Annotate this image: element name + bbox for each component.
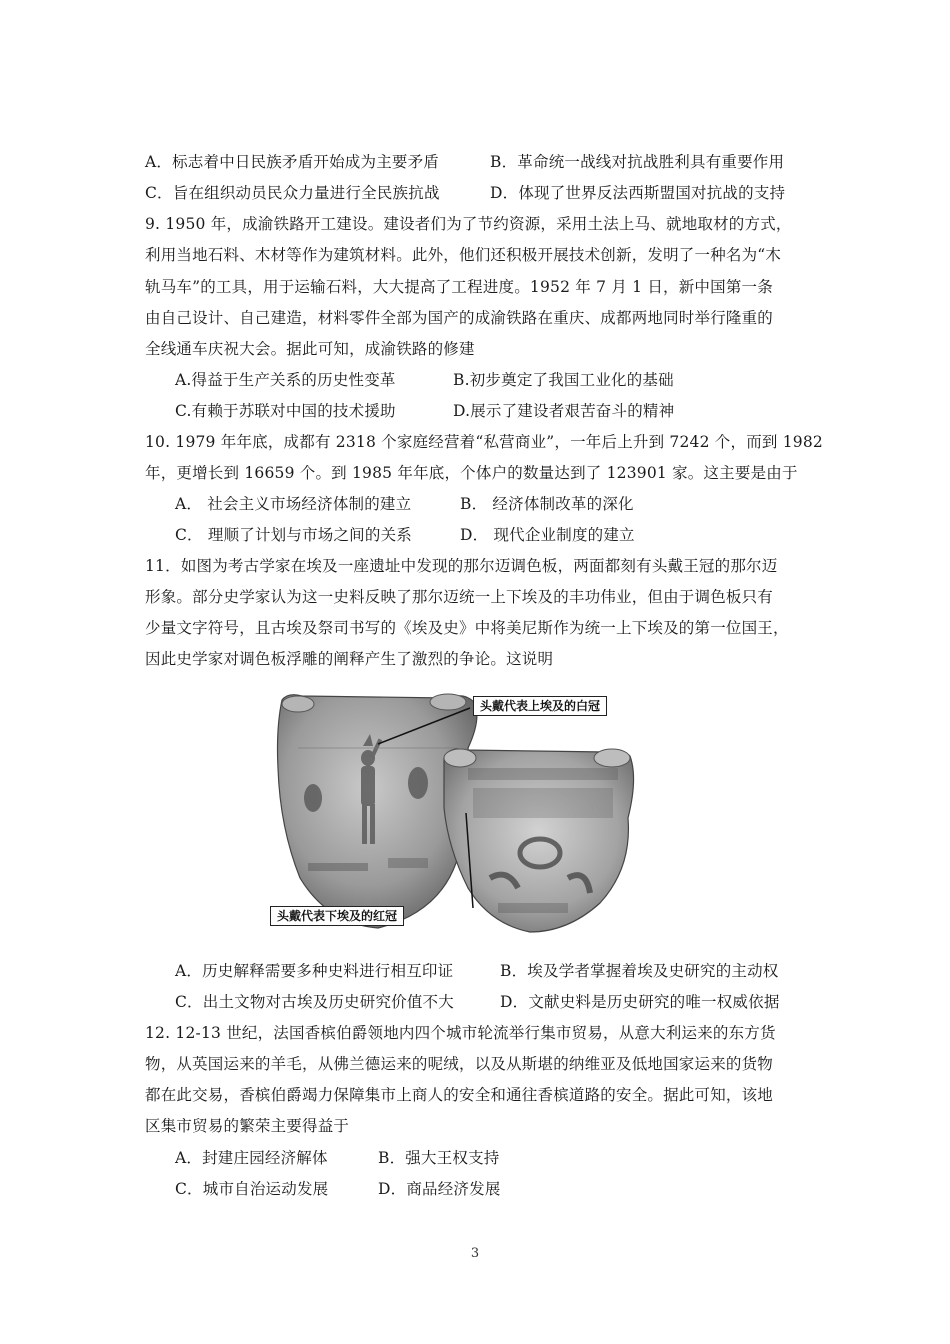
q11-option-b[interactable]: B．埃及学者掌握着埃及史研究的主动权 — [500, 962, 779, 980]
q9-stem-line: 由自己设计、自己建造，材料零件全部为国产的成渝铁路在重庆、成都两地同时举行隆重的 — [145, 309, 774, 327]
q10-stem-line: 10. 1979 年年底，成都有 2318 个家庭经营着“私营商业”，一年后上升到 7242 个，而到 1982 — [145, 433, 823, 451]
q11-option-c[interactable]: C．出土文物对古埃及历史研究价值不大 — [175, 993, 454, 1011]
q9-option-a[interactable]: A.得益于生产关系的历史性变革 — [175, 371, 396, 389]
q12-stem-line: 都在此交易，香槟伯爵竭力保障集市上商人的安全和通往香槟道路的安全。据此可知，该地 — [145, 1086, 774, 1104]
q12-stem-line: 物，从英国运来的羊毛，从佛兰德运来的呢绒，以及从斯堪的纳维亚及低地国家运来的货物 — [145, 1055, 774, 1073]
q9-option-d[interactable]: D.展示了建设者艰苦奋斗的精神 — [453, 402, 675, 420]
q12-option-b[interactable]: B．强大王权支持 — [378, 1149, 500, 1167]
callout-white-crown: 头戴代表上埃及的白冠 — [473, 696, 607, 716]
q8-option-c[interactable]: C．旨在组织动员民众力量进行全民族抗战 — [145, 184, 440, 202]
q10-option-b[interactable]: B． 经济体制改革的深化 — [460, 495, 634, 513]
q12-option-c[interactable]: C．城市自治运动发展 — [175, 1180, 329, 1198]
page-number: 3 — [470, 1246, 480, 1261]
q9-option-b[interactable]: B.初步奠定了我国工业化的基础 — [453, 371, 674, 389]
q9-stem-line: 9. 1950 年，成渝铁路开工建设。建设者们为了节约资源，采用土法上马、就地取材的方式， — [145, 215, 792, 233]
narmer-palette-illustration — [268, 688, 676, 934]
q9-stem-line: 全线通车庆祝大会。据此可知，成渝铁路的修建 — [145, 340, 475, 358]
callout-red-crown: 头戴代表下埃及的红冠 — [270, 906, 404, 926]
q10-option-a[interactable]: A． 社会主义市场经济体制的建立 — [175, 495, 412, 513]
q12-stem-line: 12. 12-13 世纪，法国香槟伯爵领地内四个城市轮流举行集市贸易，从意大利运来的东方货 — [145, 1024, 776, 1042]
q12-option-a[interactable]: A．封建庄园经济解体 — [175, 1149, 328, 1167]
q8-option-b[interactable]: B．革命统一战线对抗战胜利具有重要作用 — [490, 153, 785, 171]
q9-stem-line: 利用当地石料、木材等作为建筑材料。此外，他们还积极开展技术创新，发明了一种名为“木 — [145, 246, 782, 264]
q9-option-c[interactable]: C.有赖于苏联对中国的技术援助 — [175, 402, 396, 420]
narmer-palette-figure — [268, 688, 676, 934]
q12-option-d[interactable]: D．商品经济发展 — [378, 1180, 501, 1198]
q11-stem-line: 因此史学家对调色板浮雕的阐释产生了激烈的争论。这说明 — [145, 650, 554, 668]
q11-stem-line: 形象。部分史学家认为这一史料反映了那尔迈统一上下埃及的丰功伟业，但由于调色板只有 — [145, 588, 774, 606]
q8-option-d[interactable]: D．体现了世界反法西斯盟国对抗战的支持 — [490, 184, 786, 202]
q10-option-c[interactable]: C． 理顺了计划与市场之间的关系 — [175, 526, 412, 544]
q11-stem-line: 11．如图为考古学家在埃及一座遗址中发现的那尔迈调色板，两面都刻有头戴王冠的那尔迈 — [145, 557, 778, 575]
q12-stem-line: 区集市贸易的繁荣主要得益于 — [145, 1117, 350, 1135]
q8-option-a[interactable]: A．标志着中日民族矛盾开始成为主要矛盾 — [145, 153, 439, 171]
q10-stem-line: 年，更增长到 16659 个。到 1985 年年底，个体户的数量达到了 123901 家。这主要是由于 — [145, 464, 798, 482]
q9-stem-line: 轨马车”的工具，用于运输石料，大大提高了工程进度。1952 年 7 月 1 日，新中国第一条 — [145, 278, 773, 296]
q11-option-a[interactable]: A．历史解释需要多种史料进行相互印证 — [175, 962, 454, 980]
q11-stem-line: 少量文字符号，且古埃及祭司书写的《埃及史》中将美尼斯作为统一上下埃及的第一位国王， — [145, 619, 789, 637]
q10-option-d[interactable]: D． 现代企业制度的建立 — [460, 526, 635, 544]
q11-option-d[interactable]: D．文献史料是历史研究的唯一权威依据 — [500, 993, 780, 1011]
